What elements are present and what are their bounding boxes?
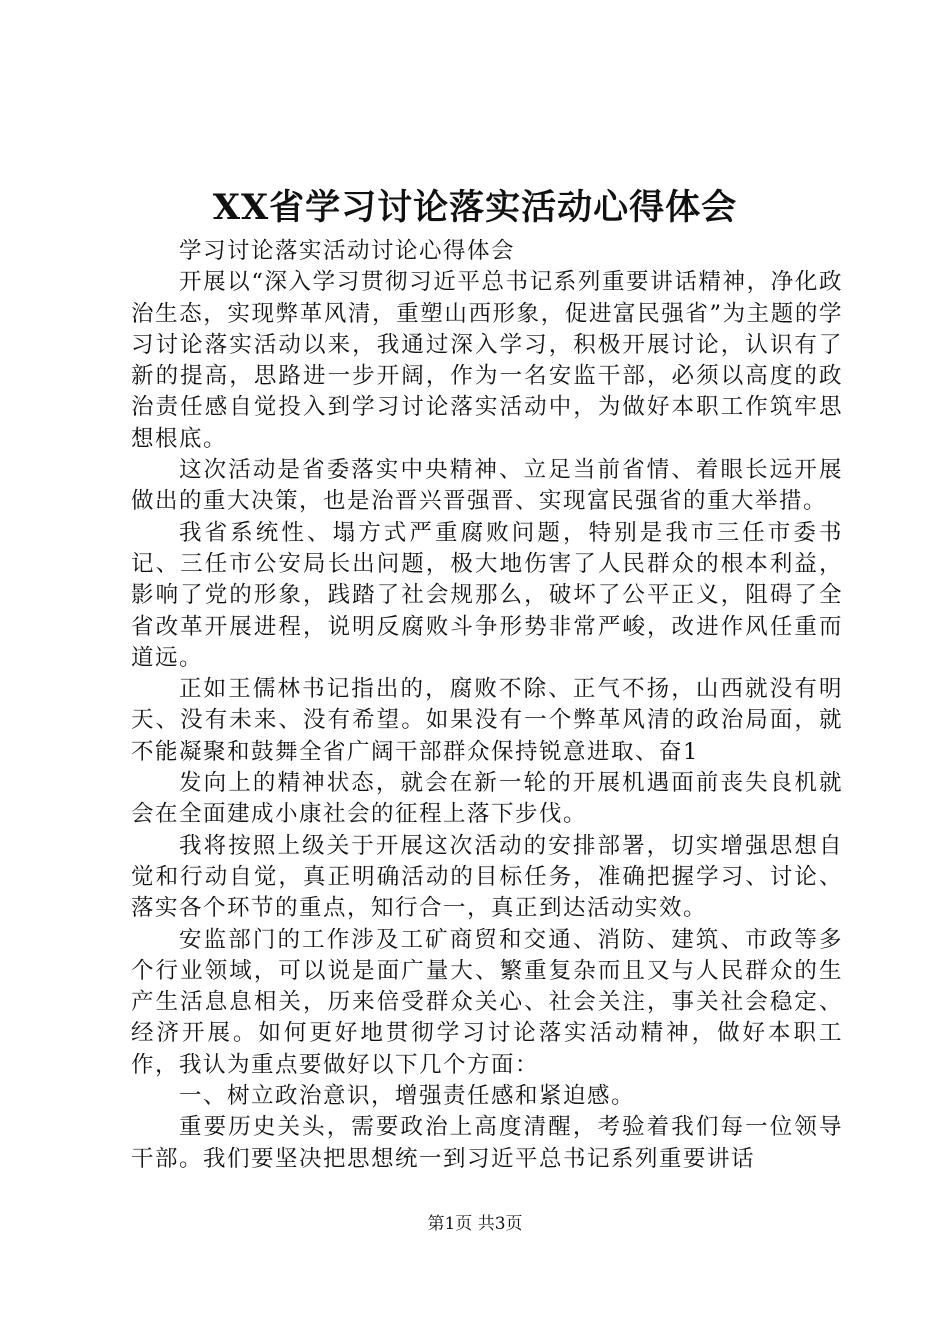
section-heading: 一、树立政治意识，增强责任感和紧迫感。 xyxy=(179,1083,636,1110)
paragraph: 正如王儒林书记指出的，腐败不除、正气不扬，山西就没有明天、没有未来、没有希望。如果没有一个弊革风清的政治局面，就不能凝聚和鼓舞全省广阔干部群众保持锐意进取、奋1 xyxy=(131,676,843,765)
page-number-footer: 第1页 共3页 xyxy=(427,1214,523,1234)
paragraph: 开展以“深入学习贯彻习近平总书记系列重要讲话精神，净化政治生态，实现弊革风清，重塑山西形象，促进富民强省”为主题的学习讨论落实活动以来，我通过深入学习，积极开展讨论，认识有了新的提高，思路进一步开阔，作为一名安监干部，必须以高度的政治责任感自觉投入到学习讨论落实活动中，为做好本职工作筑牢思想根底。 xyxy=(131,269,843,452)
paragraph: 重要历史关头，需要政治上高度清醒，考验着我们每一位领导干部。我们要坚决把思想统一到习近平总书记系列重要讲话 xyxy=(131,1114,843,1172)
paragraph: 这次活动是省委落实中央精神、立足当前省情、着眼长远开展做出的重大决策，也是治晋兴晋强晋、实现富民强省的重大举措。 xyxy=(131,457,843,515)
paragraph: 发向上的精神状态，就会在新一轮的开展机遇面前丧失良机就会在全面建成小康社会的征程上落下步伐。 xyxy=(131,770,843,828)
paragraph: 安监部门的工作涉及工矿商贸和交通、消防、建筑、市政等多个行业领域，可以说是面广量大、繁重复杂而且又与人民群众的生产生活息息相关，历来倍受群众关心、社会关注，事关社会稳定、经济开展。如何更好地贯彻学习讨论落实活动精神，做好本职工作，我认为重点要做好以下几个方面： xyxy=(131,926,843,1078)
document-title: XX省学习讨论落实活动心得体会 xyxy=(212,187,738,228)
paragraph: 我将按照上级关于开展这次活动的安排部署，切实增强思想自觉和行动自觉，真正明确活动的目标任务，准确把握学习、讨论、落实各个环节的重点，知行合一，真正到达活动实效。 xyxy=(131,832,843,922)
paragraph: 我省系统性、塌方式严重腐败问题，特别是我市三任市委书记、三任市公安局长出问题，极大地伤害了人民群众的根本利益，影响了党的形象，践踏了社会规那么，破坏了公平正义，阻碍了全省改革开展进程，说明反腐败斗争形势非常严峻，改进作风任重而道远。 xyxy=(131,519,843,671)
document-body xyxy=(131,236,843,1175)
paragraph-subtitle: 学习讨论落实活动讨论心得体会 xyxy=(179,238,516,264)
